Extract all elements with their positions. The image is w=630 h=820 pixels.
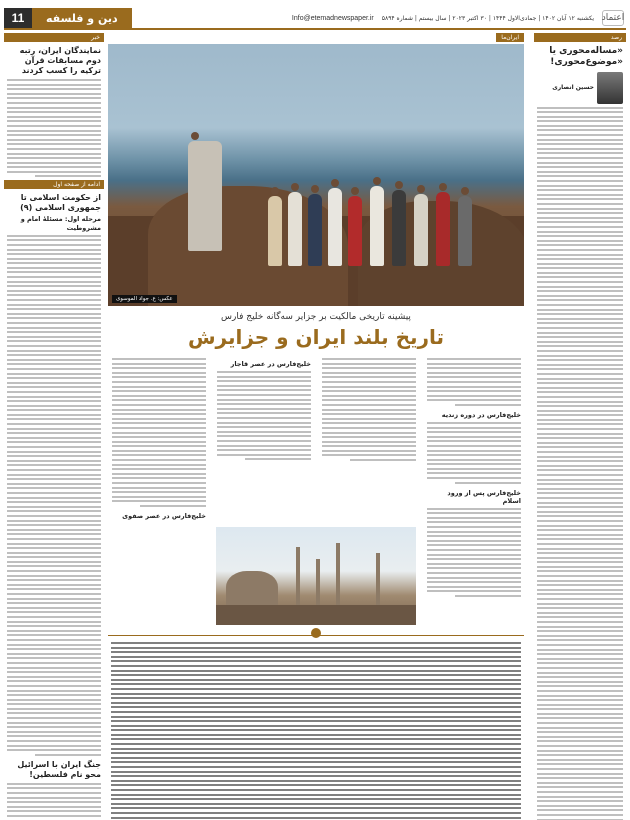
news-body bbox=[7, 79, 101, 177]
date-line: یکشنبه ۱۲ آبان ۱۴۰۲ | جمادی‌الاول ۱۴۴۴ | ۳۰ اکتبر ۲۰۲۳ | سال بیستم | شماره ۵۸۹۴ bbox=[381, 14, 594, 22]
email-link[interactable]: Info@etemadnewspaper.ir bbox=[291, 14, 374, 22]
persepolis-photo[interactable] bbox=[216, 527, 416, 625]
author-name: حسین انصاری bbox=[552, 84, 594, 91]
author-box bbox=[537, 72, 623, 104]
photo-caption: عکس: ع. جواد الموسوی bbox=[112, 295, 177, 303]
article-title[interactable]: از حکومت اسلامی تا جمهوری اسلامی (۹) bbox=[20, 193, 101, 213]
bottom-box bbox=[108, 635, 524, 815]
subhead-zand: خلیج‌فارس در دوره زندیه bbox=[441, 410, 521, 419]
left-column bbox=[4, 33, 104, 815]
article-column-1 bbox=[424, 355, 524, 625]
article-column-4 bbox=[109, 355, 209, 625]
masthead bbox=[4, 8, 626, 30]
article-subtitle: مرحله اول: مسئلۀ امام و مشروطیت bbox=[20, 215, 101, 232]
kicker: پیشینه تاریخی مالکیت بر جزایر سه‌گانه خلیج فارس bbox=[221, 312, 411, 322]
subhead-qajar: خلیج‌فارس در عصر قاجار bbox=[230, 360, 311, 368]
bottom-title[interactable]: جنگ ایران با اسرائیل محو نام فلسطین! bbox=[17, 759, 101, 779]
page-number: 11 bbox=[4, 8, 32, 28]
main-article bbox=[108, 33, 524, 815]
lead-photo[interactable] bbox=[108, 44, 524, 306]
newspaper-logo: اعتماد bbox=[602, 10, 624, 26]
subhead-islam: خلیج‌فارس پس از ورود اسلام bbox=[447, 488, 521, 505]
section-label: دین و فلسفه bbox=[32, 8, 132, 28]
right-section-bar: رصد bbox=[534, 33, 626, 42]
column-title[interactable]: «مساله‌محوری یا «موضوع‌محوری! bbox=[549, 46, 623, 68]
right-column bbox=[534, 33, 626, 815]
avatar bbox=[597, 72, 623, 104]
headline[interactable]: تاریخ بلند ایران و جزایرش bbox=[187, 325, 445, 349]
article-columns bbox=[108, 355, 524, 625]
left-section-bar: خبر bbox=[4, 33, 104, 42]
subhead-safavid: خلیج‌فارس در عصر صفوی bbox=[122, 512, 206, 520]
article-body bbox=[7, 235, 101, 756]
column-body bbox=[537, 107, 623, 820]
bottom-body bbox=[7, 783, 101, 820]
continued-bar: ادامه از صفحه اول bbox=[4, 180, 104, 189]
main-section-bar: ایران‌ما bbox=[496, 33, 524, 42]
news-title[interactable]: نمایندگان ایران، رتبه دوم مسابقات قرآن ترکیه را کسب کردند bbox=[19, 46, 101, 75]
